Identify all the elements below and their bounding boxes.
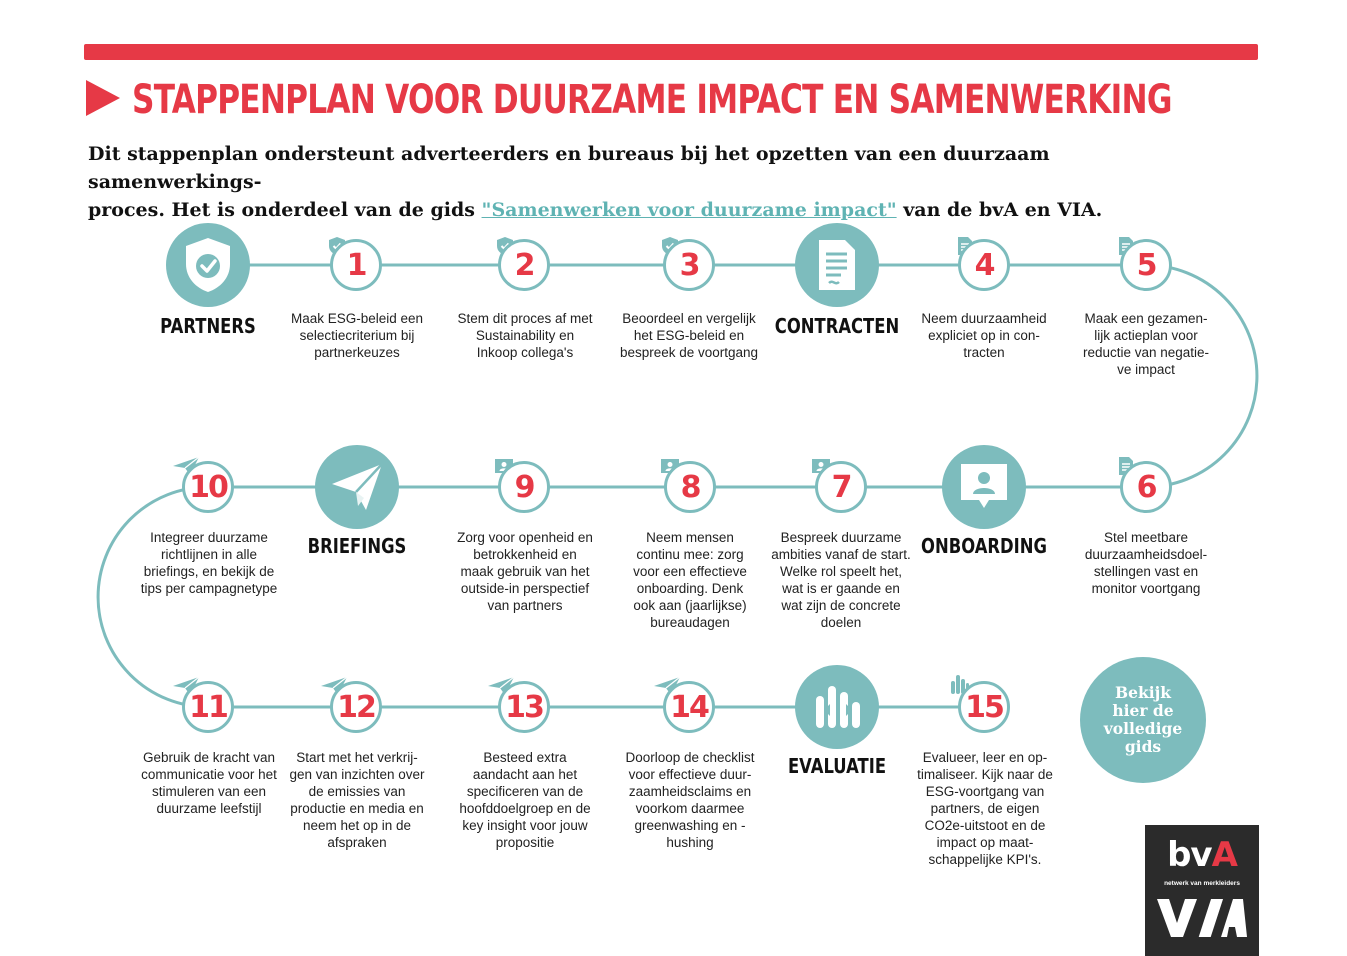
view-guide-button[interactable] bbox=[1080, 657, 1206, 783]
step-11-number: 11 bbox=[182, 681, 234, 733]
intro-line-1: Dit stappenplan ondersteunt adverteerders en bureaus bij het opzetten van een duurzaam samenwerkings- bbox=[88, 143, 1050, 193]
cta-line-3: volledige bbox=[1103, 719, 1183, 738]
step-12-number: 12 bbox=[330, 681, 382, 733]
onboarding-phase-circle bbox=[942, 445, 1026, 529]
step-15-number: 15 bbox=[958, 681, 1010, 733]
step-11-description: Gebruik de kracht van communicatie voor het stimuleren van een duurzame leefstijl bbox=[141, 750, 277, 816]
step-15-description: Evalueer, leer en op-timaliseer. Kijk naar de ESG-voortgang van partners, de eigen CO2e-uitstoot en de impact op maat-schappelijke KPI's. bbox=[917, 750, 1053, 867]
cta-line-1: Bekijk bbox=[1115, 683, 1171, 702]
step-8-description: Neem mensen continu mee: zorg voor een effectieve onboarding. Denk ook aan (jaarlijkse) bureaudagen bbox=[633, 530, 747, 630]
step-9-description: Zorg voor openheid en betrokkenheid en maak gebruik van het outside-in perspectief van partners bbox=[457, 530, 593, 613]
bva-logo-subtitle: netwerk van merkleiders bbox=[1164, 880, 1240, 887]
step-6-number: 6 bbox=[1120, 461, 1172, 513]
phase-label-briefings: BRIEFINGS bbox=[307, 534, 407, 558]
phase-label-onboarding: ONBOARDING bbox=[921, 534, 1047, 558]
partners-phase-circle bbox=[166, 223, 250, 307]
guide-link[interactable]: "Samenwerken voor duurzame impact" bbox=[481, 199, 897, 221]
step-12-description: Start met het verkrij-gen van inzichten over de emissies van productie en media en neem het op in de afspraken bbox=[289, 750, 425, 850]
step-4-description: Neem duurzaamheid expliciet op in con-tracten bbox=[921, 311, 1047, 360]
step-3-number: 3 bbox=[663, 239, 715, 291]
step-13-number: 13 bbox=[498, 681, 550, 733]
cta-line-4: gids bbox=[1124, 737, 1162, 756]
step-10-number: 10 bbox=[182, 461, 234, 513]
step-3-description: Beoordeel en vergelijk het ESG-beleid en bespreek de voortgang bbox=[619, 311, 759, 360]
step-2-description: Stem dit proces af met Sustainability en Inkoop collega's bbox=[457, 311, 593, 360]
step-1-description: Maak ESG-beleid een selectiecriterium bij partnerkeuzes bbox=[290, 311, 424, 360]
intro-line-2-end: van de bvA en VIA. bbox=[896, 199, 1103, 221]
evaluation-chart-icon bbox=[810, 680, 864, 734]
step-14-description: Doorloop de checklist voor effectieve duur-zaamheidsclaims en voorkom daarmee greenwashing en -hushing bbox=[625, 750, 755, 850]
cta-text bbox=[1104, 684, 1182, 756]
step-2-number: 2 bbox=[498, 239, 550, 291]
shield-check-icon bbox=[182, 236, 234, 294]
via-logo-icon bbox=[1155, 893, 1249, 943]
step-7-number: 7 bbox=[815, 461, 867, 513]
contract-icon bbox=[815, 238, 859, 292]
bva-via-logo bbox=[1145, 825, 1259, 956]
phase-label-partners: PARTNERS bbox=[160, 314, 256, 338]
step-1-number: 1 bbox=[330, 239, 382, 291]
step-13-description: Besteed extra aandacht aan het specificeren van de hoofddoelgroep en de key insight voor jouw propositie bbox=[459, 750, 591, 850]
step-10-description: Integreer duurzame richtlijnen in alle briefings, en bekijk de tips per campagnetype bbox=[140, 530, 278, 596]
cta-line-2: hier de bbox=[1112, 701, 1174, 720]
evaluatie-phase-circle bbox=[795, 665, 879, 749]
phase-label-evaluatie: EVALUATIE bbox=[787, 754, 887, 778]
step-8-number: 8 bbox=[664, 461, 716, 513]
step-14-number: 14 bbox=[663, 681, 715, 733]
bva-logo-text: bvA bbox=[1167, 835, 1237, 875]
briefings-phase-circle bbox=[315, 445, 399, 529]
paper-plane-icon bbox=[328, 458, 386, 516]
page-title: STAPPENPLAN VOOR DUURZAME IMPACT EN SAMENWERKING bbox=[132, 77, 1172, 123]
step-5-description: Maak een gezamen-lijk actieplan voor reductie van negatie-ve impact bbox=[1082, 311, 1210, 377]
step-7-description: Bespreek duurzame ambities vanaf de start. Welke rol speelt het, wat is er gaande en wat zijn de concrete doelen bbox=[771, 530, 911, 630]
chat-person-icon bbox=[957, 460, 1011, 514]
step-9-number: 9 bbox=[498, 461, 550, 513]
intro-line-2-start: proces. Het is onderdeel van de gids bbox=[88, 199, 482, 221]
step-5-number: 5 bbox=[1120, 239, 1172, 291]
step-6-description: Stel meetbare duurzaamheidsdoel-stellingen vast en monitor voortgang bbox=[1084, 530, 1208, 596]
phase-label-contracten: CONTRACTEN bbox=[774, 314, 900, 338]
step-4-number: 4 bbox=[958, 239, 1010, 291]
contracten-phase-circle bbox=[795, 223, 879, 307]
